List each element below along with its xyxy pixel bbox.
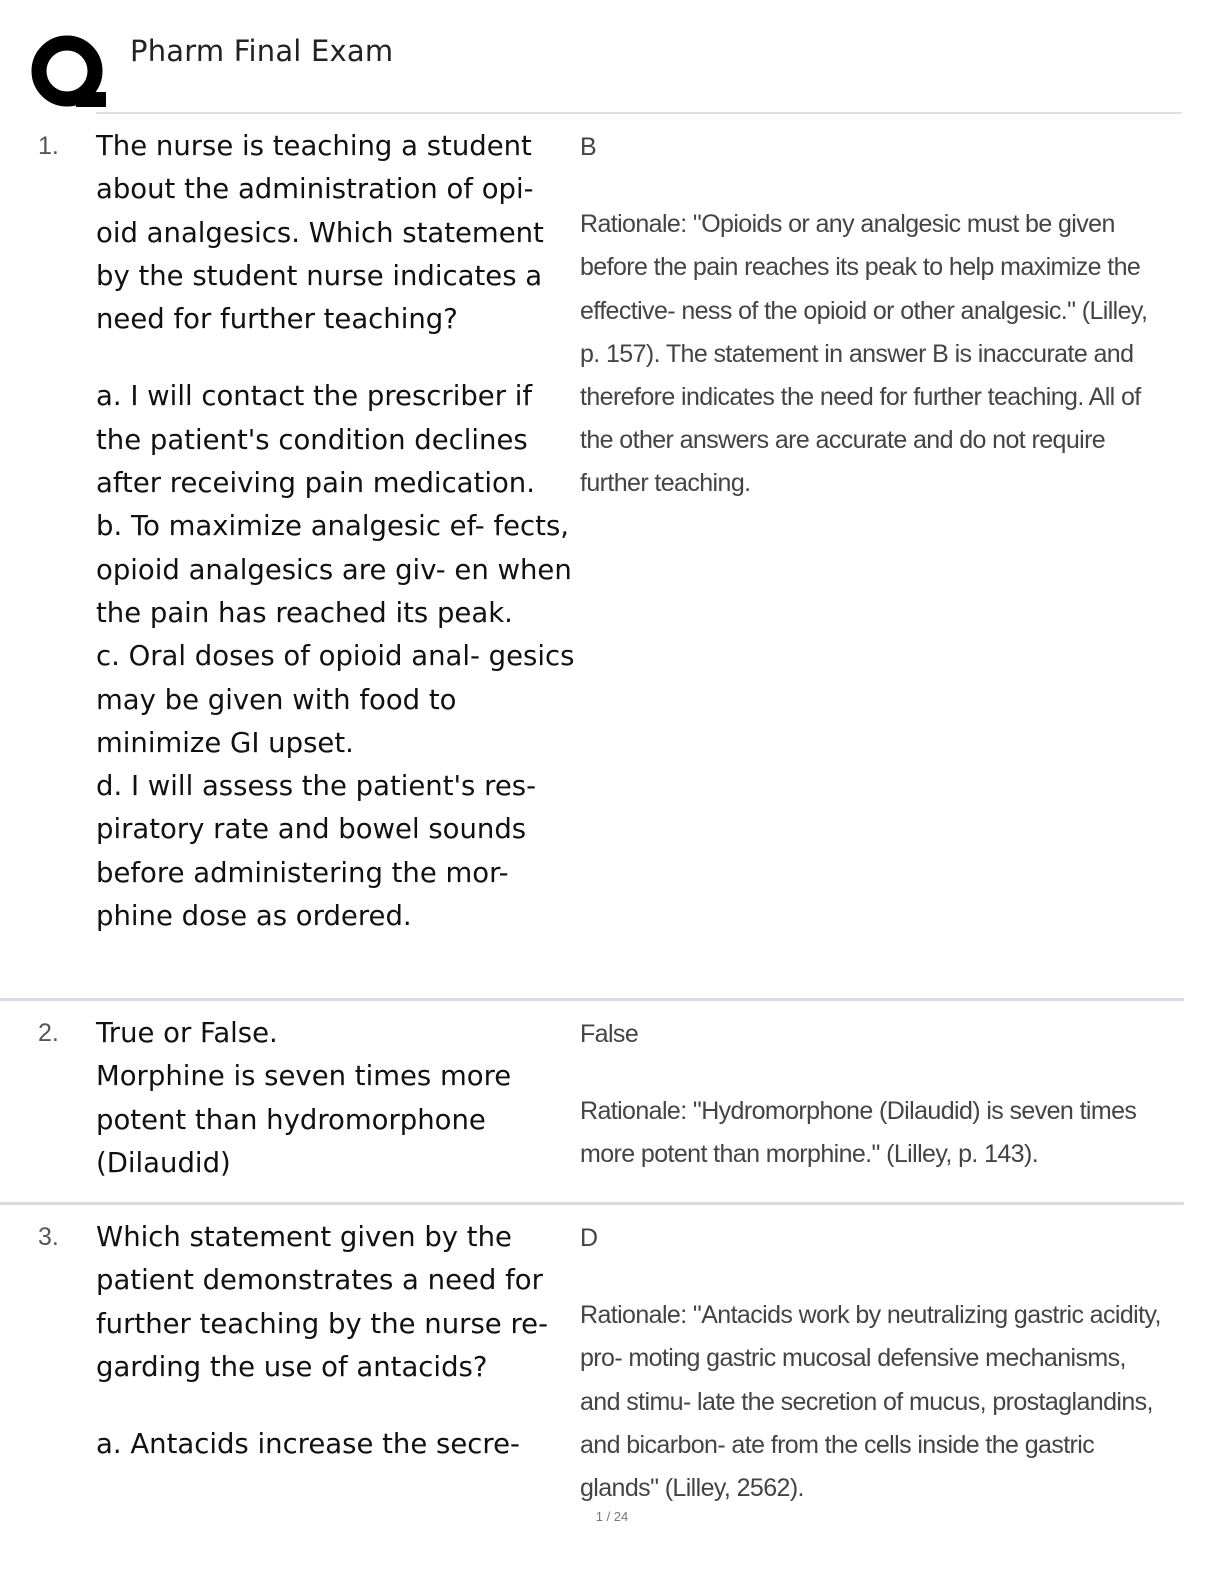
answer-letter: D (580, 1224, 598, 1252)
question-stem: True or False. (96, 1017, 278, 1049)
document-title: Pharm Final Exam (130, 34, 394, 68)
header-divider (96, 112, 1182, 114)
page-number: 1 / 24 (595, 1509, 629, 1524)
question-stem: Which statement given by the patient demonstrates a need for further teaching by the nurse re- garding the use of antacids? (96, 1221, 549, 1383)
answer-text (580, 1013, 1170, 1177)
card-number: 3. (38, 1223, 59, 1251)
rationale: Rationale: "Opioids or any analgesic must be given before the pain reaches its peak to help maximize the effective- ness of the opioid or other analgesic." (Lilley, p. 157). The statement in answer B is inaccurate and therefore indicates the need for further teaching. All of the other answers are accurate and do not require further teaching. (580, 210, 1148, 498)
option-d: d. I will assess the patient's res- piratory rate and bowel sounds before administering the mor- phine dose as ordered. (96, 770, 536, 933)
option-a: a. I will contact the prescriber if the patient's condition declines after receiving pain medication. (96, 380, 535, 500)
answer-text (580, 126, 1170, 506)
question-statement: Morphine is seven times more potent than hydromorphone (Dilaudid) (96, 1060, 512, 1179)
card-number: 1. (38, 132, 59, 160)
question-text (96, 1012, 576, 1185)
answer-letter: False (580, 1020, 639, 1048)
question-stem: The nurse is teaching a student about the administration of opi- oid analgesics. Which statement by the student nurse indicates a need for further teaching? (96, 130, 544, 336)
page-header (30, 28, 1182, 112)
card-divider (0, 1202, 1184, 1205)
quizlet-q-logo-icon (30, 34, 110, 114)
answer-letter: B (580, 133, 597, 161)
card-number: 2. (38, 1019, 59, 1047)
option-b: b. To maximize analgesic ef- fects, opioid analgesics are giv- en when the pain has reached its peak. (96, 510, 572, 629)
rationale: Rationale: "Hydromorphone (Dilaudid) is seven times more potent than morphine." (Lilley, p. 143). (580, 1097, 1137, 1169)
option-c: c. Oral doses of opioid anal- gesics may be given with food to minimize GI upset. (96, 640, 575, 759)
question-text (96, 125, 576, 938)
answer-text (580, 1217, 1170, 1510)
rationale: Rationale: "Antacids work by neutralizing gastric acidity, pro- moting gastric mucosal defensive mechanisms, and stimu- late the secretion of mucus, prostaglandins, and bicarbon- ate from the cells inside the gastric glands" (Lilley, 2562). (580, 1301, 1161, 1503)
card-divider (0, 998, 1184, 1001)
question-text (96, 1216, 576, 1466)
option-a: a. Antacids increase the secre- (96, 1428, 520, 1461)
